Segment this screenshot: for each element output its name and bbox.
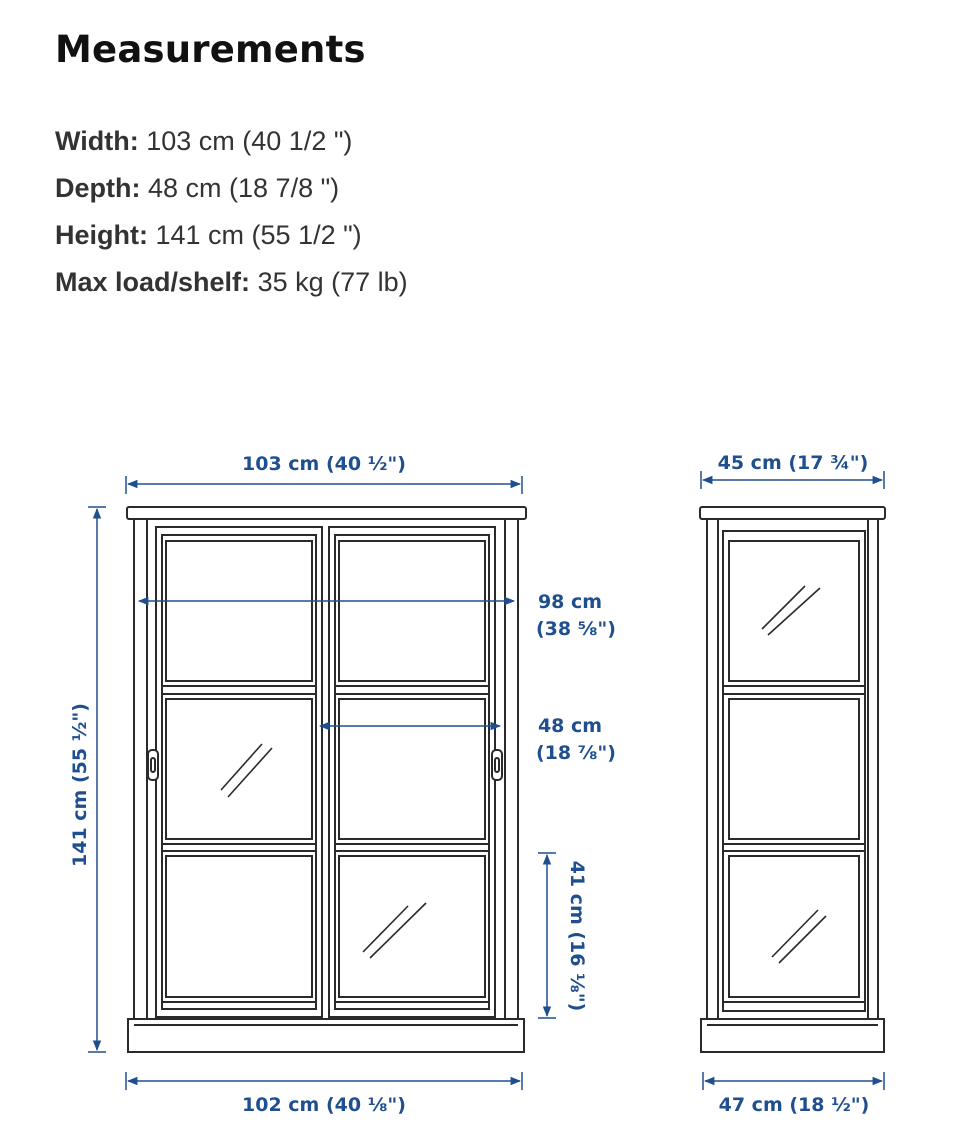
spec-value: 103 cm (40 1/2 ") [146, 126, 353, 156]
dimension-label: 48 cm [537, 715, 603, 737]
spec-label: Height: [55, 220, 148, 250]
dimension-label: 47 cm (18 ½") [718, 1094, 870, 1116]
spec-label: Width: [55, 126, 139, 156]
dimension-label: (38 ⅝") [536, 618, 616, 640]
dimension-label: 98 cm [537, 591, 603, 613]
glass-reflection-icon [363, 903, 426, 958]
dimension-door-width [320, 715, 616, 764]
door-handle-icon [492, 750, 502, 780]
page-title: Measurements [55, 28, 366, 71]
dimension-label: 141 cm (55 ½") [69, 703, 91, 867]
spec-value: 141 cm (55 1/2 ") [155, 220, 362, 250]
dimension-front-top-width [126, 453, 522, 494]
spec-value: 48 cm (18 7/8 ") [148, 173, 340, 203]
dimension-label: 102 cm (40 ⅛") [242, 1094, 406, 1116]
dimension-inner-width [139, 591, 616, 640]
dimension-side-top-depth [701, 452, 884, 489]
dimension-side-bottom-depth [703, 1072, 884, 1116]
front-view-cabinet [127, 507, 526, 1052]
spec-label: Depth: [55, 173, 141, 203]
side-view-cabinet [700, 507, 885, 1052]
glass-reflection-icon [762, 586, 820, 635]
dimension-label: 41 cm (16 ⅛") [566, 860, 588, 1012]
glass-reflection-icon [772, 910, 826, 963]
dimension-label: 103 cm (40 ½") [242, 453, 406, 475]
dimension-front-bottom-width [126, 1072, 522, 1116]
dimension-front-height [69, 507, 106, 1052]
door-handle-icon [148, 750, 158, 780]
glass-reflection-icon [221, 744, 272, 797]
dimension-label: 45 cm (17 ¾") [717, 452, 869, 474]
dimension-shelf-gap [538, 853, 588, 1018]
dimension-label: (18 ⅞") [536, 742, 616, 764]
spec-value: 35 kg (77 lb) [257, 267, 408, 297]
spec-label: Max load/shelf: [55, 267, 251, 297]
